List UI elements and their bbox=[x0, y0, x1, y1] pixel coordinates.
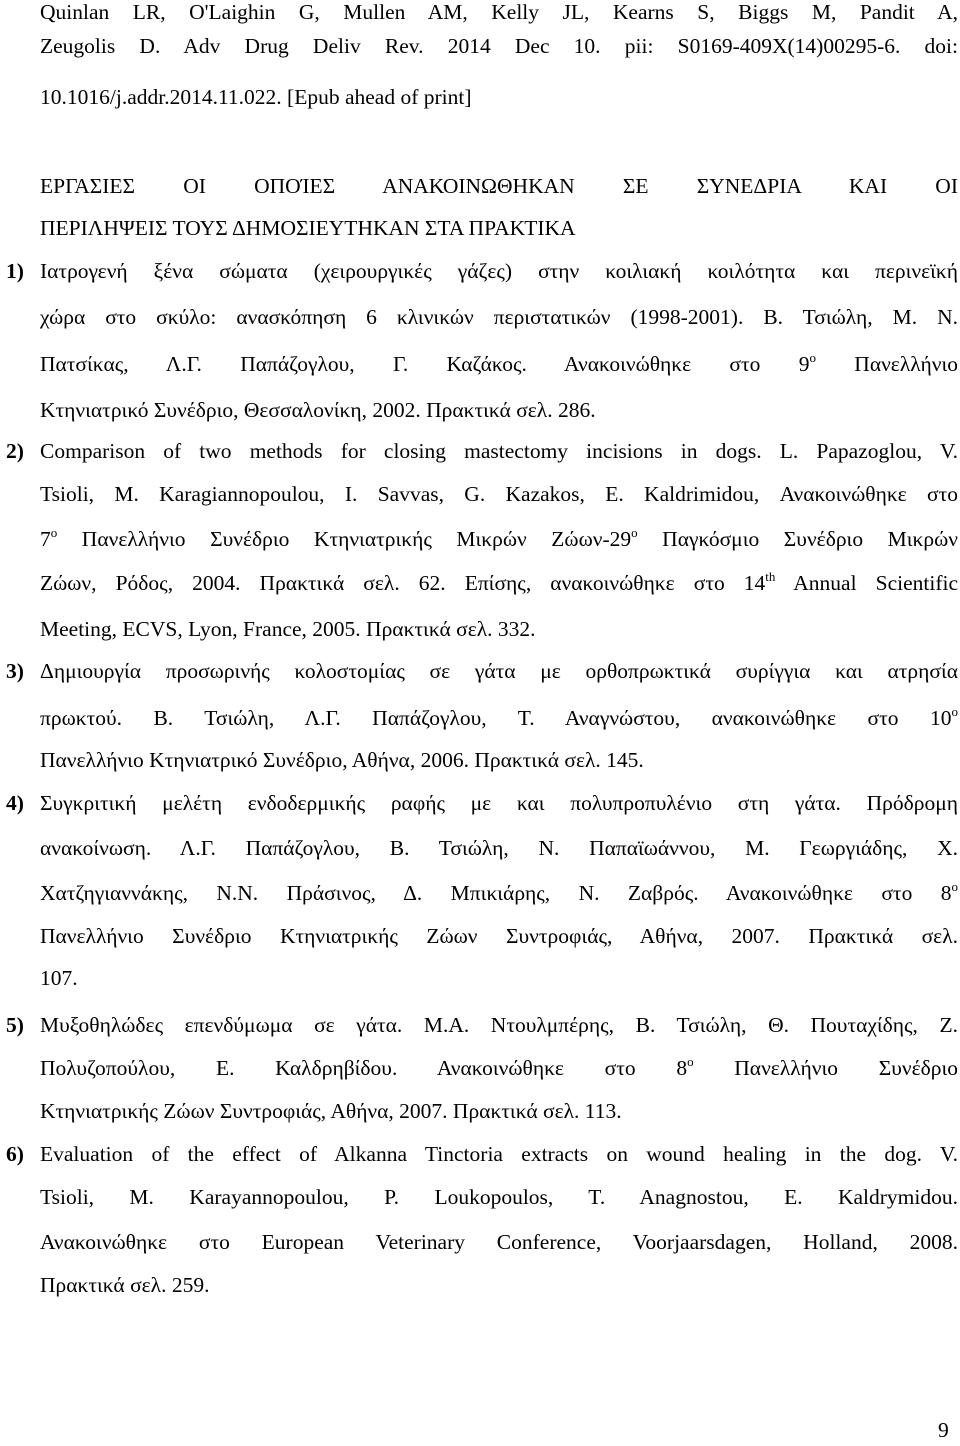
item-line: Κτηνιατρικό Συνέδριο, Θεσσαλονίκη, 2002. Πρακτικά σελ. 286. bbox=[40, 398, 596, 422]
item-line: Πανελλήνιο Κτηνιατρικό Συνέδριο, Αθήνα, 2006. Πρακτικά σελ. 145. bbox=[40, 748, 644, 772]
item-line: Πατσίκας, Λ.Γ. Παπάζογλου, Γ. Καζάκος. Ανακοινώθηκε στο $9^o$ Πανελλήνιο bbox=[40, 350, 958, 376]
item-line: Ζώων, Ρόδος, 2004. Πρακτικά σελ. 62. Επίσης, ανακοινώθηκε στο 14th Annual Scientific bbox=[40, 569, 958, 595]
item-number: 6) bbox=[6, 1142, 24, 1166]
item-line: Tsioli, M. Karayannopoulou, P. Loukopoulos, T. Anagnostou, E. Kaldrymidou. bbox=[40, 1185, 958, 1209]
reference-line: Zeugolis D. Adv Drug Deliv Rev. 2014 Dec 10. pii: S0169-409X(14)00295-6. doi: bbox=[40, 34, 958, 58]
item-line: Δημιουργία προσωρινής κολοστομίας σε γάτα με ορθοπρωκτικά συρίγγια και ατρησία bbox=[40, 659, 958, 683]
item-line: Evaluation of the effect of Alkanna Tinctoria extracts on wound healing in the dog. V. bbox=[40, 1142, 958, 1166]
item-line: Χατζηγιαννάκης, Ν.Ν. Πράσινος, Δ. Μπικιάρης, Ν. Ζαβρός. Ανακοινώθηκε στο $8^o$ bbox=[40, 879, 958, 905]
item-line: Meeting, ECVS, Lyon, France, 2005. Πρακτικά σελ. 332. bbox=[40, 617, 536, 641]
item-number: 3) bbox=[6, 659, 24, 683]
item-number: 1) bbox=[6, 259, 24, 283]
item-line: Comparison of two methods for closing mastectomy incisions in dogs. L. Papazoglou, V. bbox=[40, 439, 958, 463]
item-line: πρωκτού. Β. Τσιώλη, Λ.Γ. Παπάζογλου, Τ. Αναγνώστου, ανακοινώθηκε στο $10^o$ bbox=[40, 704, 958, 730]
item-line: Ανακοινώθηκε στο European Veterinary Conference, Voorjaarsdagen, Holland, 2008. bbox=[40, 1230, 958, 1254]
ordinal-superscript: ο bbox=[687, 1054, 694, 1069]
item-line: ανακοίνωση. Λ.Γ. Παπάζογλου, Β. Τσιώλη, Ν. Παπαϊωάννου, Μ. Γεωργιάδης, Χ. bbox=[40, 836, 958, 860]
item-number: 5) bbox=[6, 1013, 24, 1037]
item-line: Tsioli, M. Karagiannopoulou, I. Savvas, G. Kazakos, E. Kaldrimidou, Ανακοινώθηκε στο bbox=[40, 482, 958, 506]
item-line: Κτηνιατρικής Ζώων Συντροφιάς, Αθήνα, 2007. Πρακτικά σελ. 113. bbox=[40, 1099, 622, 1123]
item-line: Συγκριτική μελέτη ενδοδερμικής ραφής με και πολυπροπυλένιο στη γάτα. Πρόδρομη bbox=[40, 791, 958, 815]
page-number: 9 bbox=[938, 1418, 949, 1442]
item-line: Μυξοθηλώδες επενδύμωμα σε γάτα. Μ.Α. Ντουλμπέρης, Β. Τσιώλη, Θ. Πουταχίδης, Ζ. bbox=[40, 1013, 958, 1037]
ordinal-superscript: ο bbox=[951, 704, 958, 719]
item-number: 2) bbox=[6, 439, 24, 463]
item-line: $7^o$ Πανελλήνιο Συνέδριο Κτηνιατρικής Μικρών Ζώων-$29^o$ Παγκόσμιο Συνέδριο Μικρών bbox=[40, 525, 958, 551]
item-line: Πανελλήνιο Συνέδριο Κτηνιατρικής Ζώων Συντροφιάς, Αθήνα, 2007. Πρακτικά σελ. bbox=[40, 924, 958, 948]
item-number: 4) bbox=[6, 791, 24, 815]
ordinal-superscript: ο bbox=[951, 879, 958, 894]
reference-line: 10.1016/j.addr.2014.11.022. [Epub ahead of print] bbox=[40, 85, 472, 109]
ordinal-superscript: ο bbox=[631, 525, 638, 540]
item-line: Πολυζοπούλου, Ε. Καλδρηβίδου. Ανακοινώθηκε στο $8^o$ Πανελλήνιο Συνέδριο bbox=[40, 1054, 958, 1080]
item-line: χώρα στο σκύλο: ανασκόπηση 6 κλινικών περιστατικών (1998-2001). Β. Τσιώλη, Μ. Ν. bbox=[40, 305, 958, 329]
ordinal-superscript: th bbox=[765, 569, 776, 584]
ordinal-superscript: ο bbox=[50, 525, 58, 540]
item-line: 107. bbox=[40, 966, 78, 990]
ordinal-superscript: ο bbox=[809, 350, 816, 365]
section-heading-line: ΠΕΡΙΛΗΨΕΙΣ ΤΟΥΣ ΔΗΜΟΣΙΕΥΤΗΚΑΝ ΣΤΑ ΠΡΑΚΤΙΚΑ bbox=[40, 216, 576, 240]
reference-line: Quinlan LR, O'Laighin G, Mullen AM, Kelly JL, Kearns S, Biggs M, Pandit A, bbox=[40, 0, 958, 24]
item-line: Πρακτικά σελ. 259. bbox=[40, 1273, 210, 1297]
item-line: Ιατρογενή ξένα σώματα (χειρουργικές γάζες) στην κοιλιακή κοιλότητα και περινεϊκή bbox=[40, 259, 958, 283]
section-heading-line: ΕΡΓΑΣΙΕΣ ΟΙ ΟΠΟΊΕΣ ΑΝΑΚΟΙΝΩΘΗΚΑΝ ΣΕ ΣΥΝΕΔΡΙΑ ΚΑΙ ΟΙ bbox=[40, 174, 958, 198]
